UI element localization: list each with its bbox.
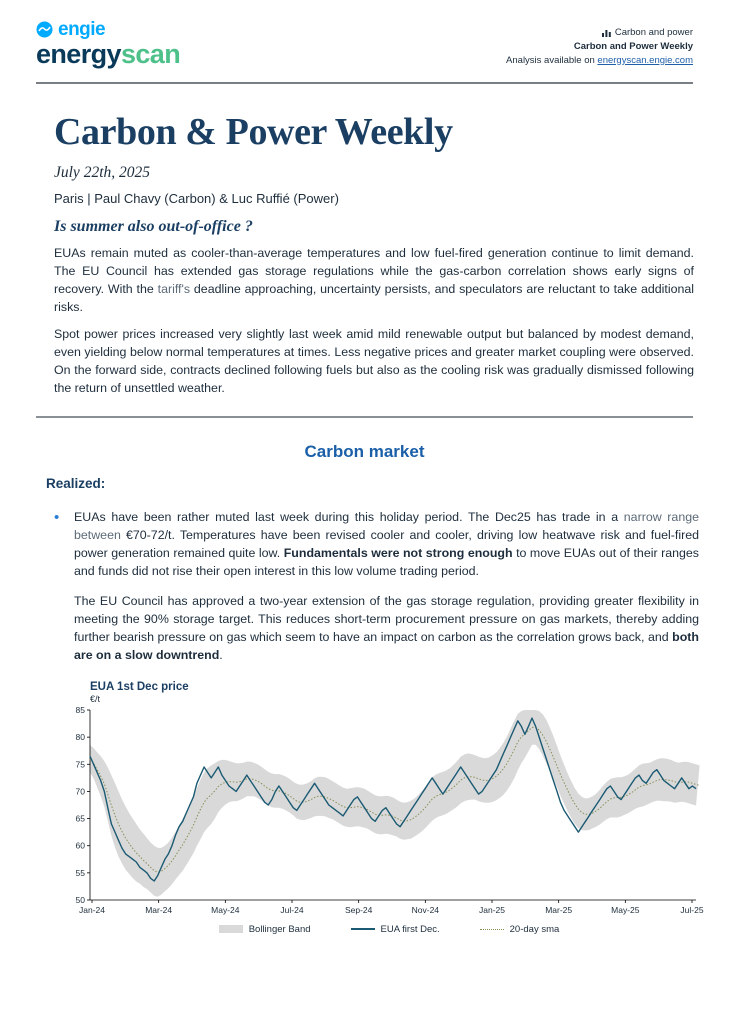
legend-item-eua bbox=[351, 924, 440, 935]
svg-text:May-25: May-25 bbox=[611, 904, 640, 915]
legend-swatch-line bbox=[351, 928, 375, 930]
intro-p1-part-b: deadline approaching, uncertainty persists, and speculators are reluctant to take additional risks. bbox=[54, 281, 694, 314]
bar-chart-icon bbox=[602, 28, 611, 37]
chart-svg bbox=[54, 704, 704, 922]
bullet-p1-a: EUAs have been rather muted last week during this holiday period. The Dec25 has trade in a bbox=[74, 509, 624, 524]
bullet-p1-c: to move EUAs out of their ranges and funds did not rise their open interest in this low volume trading period. bbox=[74, 545, 699, 578]
intro-paragraph-1 bbox=[54, 245, 694, 317]
svg-text:Nov-24: Nov-24 bbox=[411, 904, 440, 915]
legend-item-sma bbox=[480, 924, 560, 935]
chart-eua-1st-dec-price bbox=[54, 681, 704, 935]
header-divider bbox=[36, 82, 693, 84]
bullet-content bbox=[74, 509, 699, 665]
legend-item-bollinger bbox=[219, 924, 311, 935]
engie-energyscan-logo bbox=[36, 20, 180, 68]
publication-date: July 22th, 2025 bbox=[54, 164, 150, 181]
bullet-p2-c: . bbox=[219, 647, 223, 662]
list-item bbox=[54, 509, 699, 665]
svg-text:75: 75 bbox=[75, 759, 85, 770]
svg-text:Jul-25: Jul-25 bbox=[680, 904, 704, 915]
subsection-realized: Realized: bbox=[46, 475, 106, 491]
svg-text:50: 50 bbox=[75, 894, 85, 905]
header-meta-line3-prefix: Analysis available on bbox=[506, 54, 598, 66]
svg-text:65: 65 bbox=[75, 813, 85, 824]
page-title: Carbon & Power Weekly bbox=[54, 111, 453, 153]
svg-text:85: 85 bbox=[75, 704, 85, 715]
svg-text:Sep-24: Sep-24 bbox=[344, 904, 373, 915]
bullet-p2-bold: both are on a slow downtrend bbox=[74, 629, 699, 662]
svg-text:Jan-24: Jan-24 bbox=[79, 904, 105, 915]
chart-plot-area bbox=[54, 704, 704, 922]
legend-swatch-sma bbox=[480, 929, 504, 930]
svg-text:Mar-25: Mar-25 bbox=[545, 904, 573, 915]
legend-label-bollinger: Bollinger Band bbox=[248, 923, 311, 935]
engie-logo bbox=[36, 20, 180, 39]
svg-text:80: 80 bbox=[75, 731, 85, 742]
header-meta bbox=[506, 20, 693, 67]
svg-text:70: 70 bbox=[75, 786, 85, 797]
svg-text:May-24: May-24 bbox=[211, 904, 240, 915]
energyscan-energy-text: energy bbox=[36, 39, 121, 69]
energyscan-wordmark bbox=[36, 41, 180, 68]
energyscan-scan-text: scan bbox=[120, 39, 181, 69]
legend-label-sma: 20-day sma bbox=[509, 923, 560, 935]
page-header bbox=[36, 0, 693, 68]
lead-question: Is summer also out-of-office ? bbox=[54, 218, 253, 235]
chart-legend bbox=[54, 924, 704, 935]
bullet-p2-a: The EU Council has approved a two-year extension of the gas storage regulation, providing greater flexibility in meeting the 90% storage target. This reduces short-term procurement pressure on gas markets, thereby adding further bearish pressure on gas which seem to have an impact on carbon as the correlation grows back, and bbox=[74, 593, 699, 644]
engie-mark-icon bbox=[36, 21, 53, 38]
bullet-paragraph-1 bbox=[74, 509, 699, 581]
svg-text:55: 55 bbox=[75, 867, 85, 878]
byline: Paris | Paul Chavy (Carbon) & Luc Ruffié (Power) bbox=[54, 191, 339, 206]
bullet-dot-icon: • bbox=[54, 508, 60, 526]
bullet-p1-muted: narrow range between bbox=[74, 509, 699, 542]
svg-text:Jan-25: Jan-25 bbox=[479, 904, 505, 915]
chart-y-axis-unit: €/t bbox=[90, 693, 101, 704]
svg-text:Jul-24: Jul-24 bbox=[280, 904, 304, 915]
energyscan-link[interactable]: energyscan.engie.com bbox=[597, 54, 693, 66]
legend-swatch-band bbox=[219, 925, 243, 933]
header-meta-line1: Carbon and power bbox=[614, 27, 693, 38]
intro-p1-muted: tariff's bbox=[157, 281, 191, 296]
bullet-p1-bold: Fundamentals were not strong enough bbox=[283, 545, 513, 560]
section-divider bbox=[36, 416, 693, 418]
chart-title: EUA 1st Dec price bbox=[90, 680, 189, 693]
bullet-p1-b: €70-72/t. Temperatures have been revised cooler and cooler, driving low heatwave risk and fuel-fired power generation remained quite low. bbox=[74, 527, 699, 560]
intro-paragraph-2: Spot power prices increased very slightly last week amid mild renewable output but balanced by modest demand, even yielding below normal temperatures at times. Less negative prices and greater market coupling were observed. On the forward side, contracts declined following fuels but also as the cooling risk was gradually dismissed following the return of unsettled weather. bbox=[54, 326, 694, 395]
legend-label-eua: EUA first Dec. bbox=[380, 923, 440, 935]
intro-p1-part-a: EUAs remain muted as cooler-than-average temperatures and low fuel-fired generation continue to limit demand. The EU Council has extended gas storage regulations while the gas-carbon correlation shows early signs of recovery. With the bbox=[54, 246, 694, 296]
section-title-carbon-market: Carbon market bbox=[304, 441, 425, 461]
bullet-paragraph-2 bbox=[74, 593, 699, 665]
header-meta-line2: Carbon and Power Weekly bbox=[573, 40, 693, 52]
svg-text:Mar-24: Mar-24 bbox=[145, 904, 173, 915]
svg-text:60: 60 bbox=[75, 840, 85, 851]
header-meta-line3 bbox=[506, 54, 693, 68]
engie-wordmark: engie bbox=[58, 19, 106, 40]
